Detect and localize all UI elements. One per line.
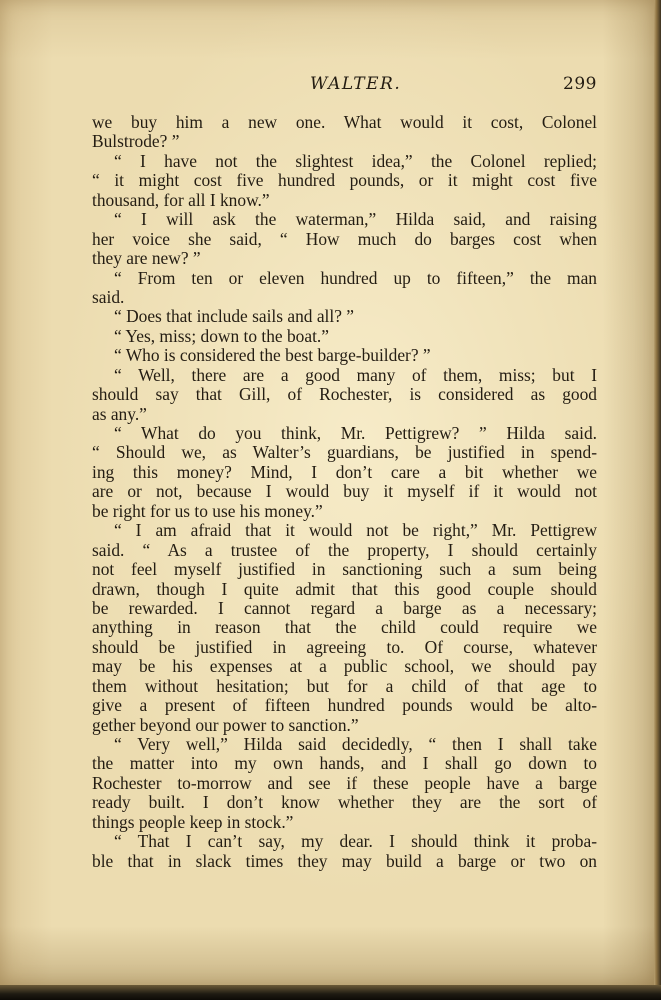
text-line: Rochester to-morrow and see if these people have a barge xyxy=(92,772,597,793)
text-line: drawn, though I quite admit that this good couple should xyxy=(92,578,597,599)
text-line: the matter into my own hands, and I shall go down to xyxy=(92,753,597,774)
text-line: not feel myself justified in sanctioning such a sum being xyxy=(92,559,597,580)
text-line: “ That I can’t say, my dear. I should think it proba- xyxy=(114,831,597,852)
text-line: things people keep in stock.” xyxy=(92,811,294,832)
text-line: are or not, because I would buy it myself if it would not xyxy=(92,481,597,502)
text-line: “ Very well,” Hilda said decidedly, “ then I shall take xyxy=(114,734,597,754)
text-line: “ Yes, miss; down to the boat.” xyxy=(114,325,329,346)
text-line: thousand, for all I know.” xyxy=(92,189,270,210)
text-line: be right for us to use his money.” xyxy=(92,500,323,521)
page-number: 299 xyxy=(563,74,597,94)
text-line: ble that in slack times they may build a barge or two on xyxy=(92,850,597,871)
text-line: “ Well, there are a good many of them, miss; but I xyxy=(114,364,597,385)
text-line: “ I have not the slightest idea,” the Colonel replied; xyxy=(114,150,597,171)
text-line: ing this money? Mind, I don’t care a bit whether we xyxy=(92,461,597,482)
page-header xyxy=(92,74,597,98)
text-line: “ I will ask the waterman,” Hilda said, and raising xyxy=(114,209,597,230)
text-line: said. “ As a trustee of the property, I should certainly xyxy=(92,539,597,560)
text-line: “ Does that include sails and all? ” xyxy=(114,306,355,327)
scan-bottom-edge xyxy=(0,985,661,1000)
text-line: “ I am afraid that it would not be right,” Mr. Pettigrew xyxy=(114,520,597,541)
text-line: “ Should we, as Walter’s guardians, be justified in spend- xyxy=(92,442,597,463)
text-line: may be his expenses at a public school, we should pay xyxy=(92,656,597,677)
page-edge-shadow xyxy=(654,0,661,1000)
text-line: “ From ten or eleven hundred up to fifteen,” the man xyxy=(114,267,597,288)
text-line: we buy him a new one. What would it cost, Colonel xyxy=(92,112,597,132)
text-line: her voice she said, “ How much do barges cost when xyxy=(92,228,597,249)
text-line: said. xyxy=(92,286,125,307)
text-line: be rewarded. I cannot regard a barge as a necessary; xyxy=(92,597,597,618)
text-line: them without hesitation; but for a child of that age to xyxy=(92,675,597,696)
text-line: gether beyond our power to sanction.” xyxy=(92,714,359,735)
text-line: “ What do you think, Mr. Pettigrew? ” Hilda said. xyxy=(114,423,597,443)
running-head: WALTER. xyxy=(310,74,402,94)
body-text xyxy=(92,113,597,871)
text-line: Bulstrode? ” xyxy=(92,131,180,152)
text-line: they are new? ” xyxy=(92,248,201,269)
text-line: “ it might cost five hundred pounds, or it might cost five xyxy=(92,170,597,191)
text-line: anything in reason that the child could require we xyxy=(92,617,597,638)
text-line: should be justified in agreeing to. Of course, whatever xyxy=(92,636,597,657)
text-line: should say that Gill, of Rochester, is considered as good xyxy=(92,384,597,405)
text-line: as any.” xyxy=(92,403,147,424)
text-line: ready built. I don’t know whether they are the sort of xyxy=(92,792,597,813)
text-line: “ Who is considered the best barge-builder? ” xyxy=(114,345,431,366)
text-line: give a present of fifteen hundred pounds would be alto- xyxy=(92,695,597,716)
